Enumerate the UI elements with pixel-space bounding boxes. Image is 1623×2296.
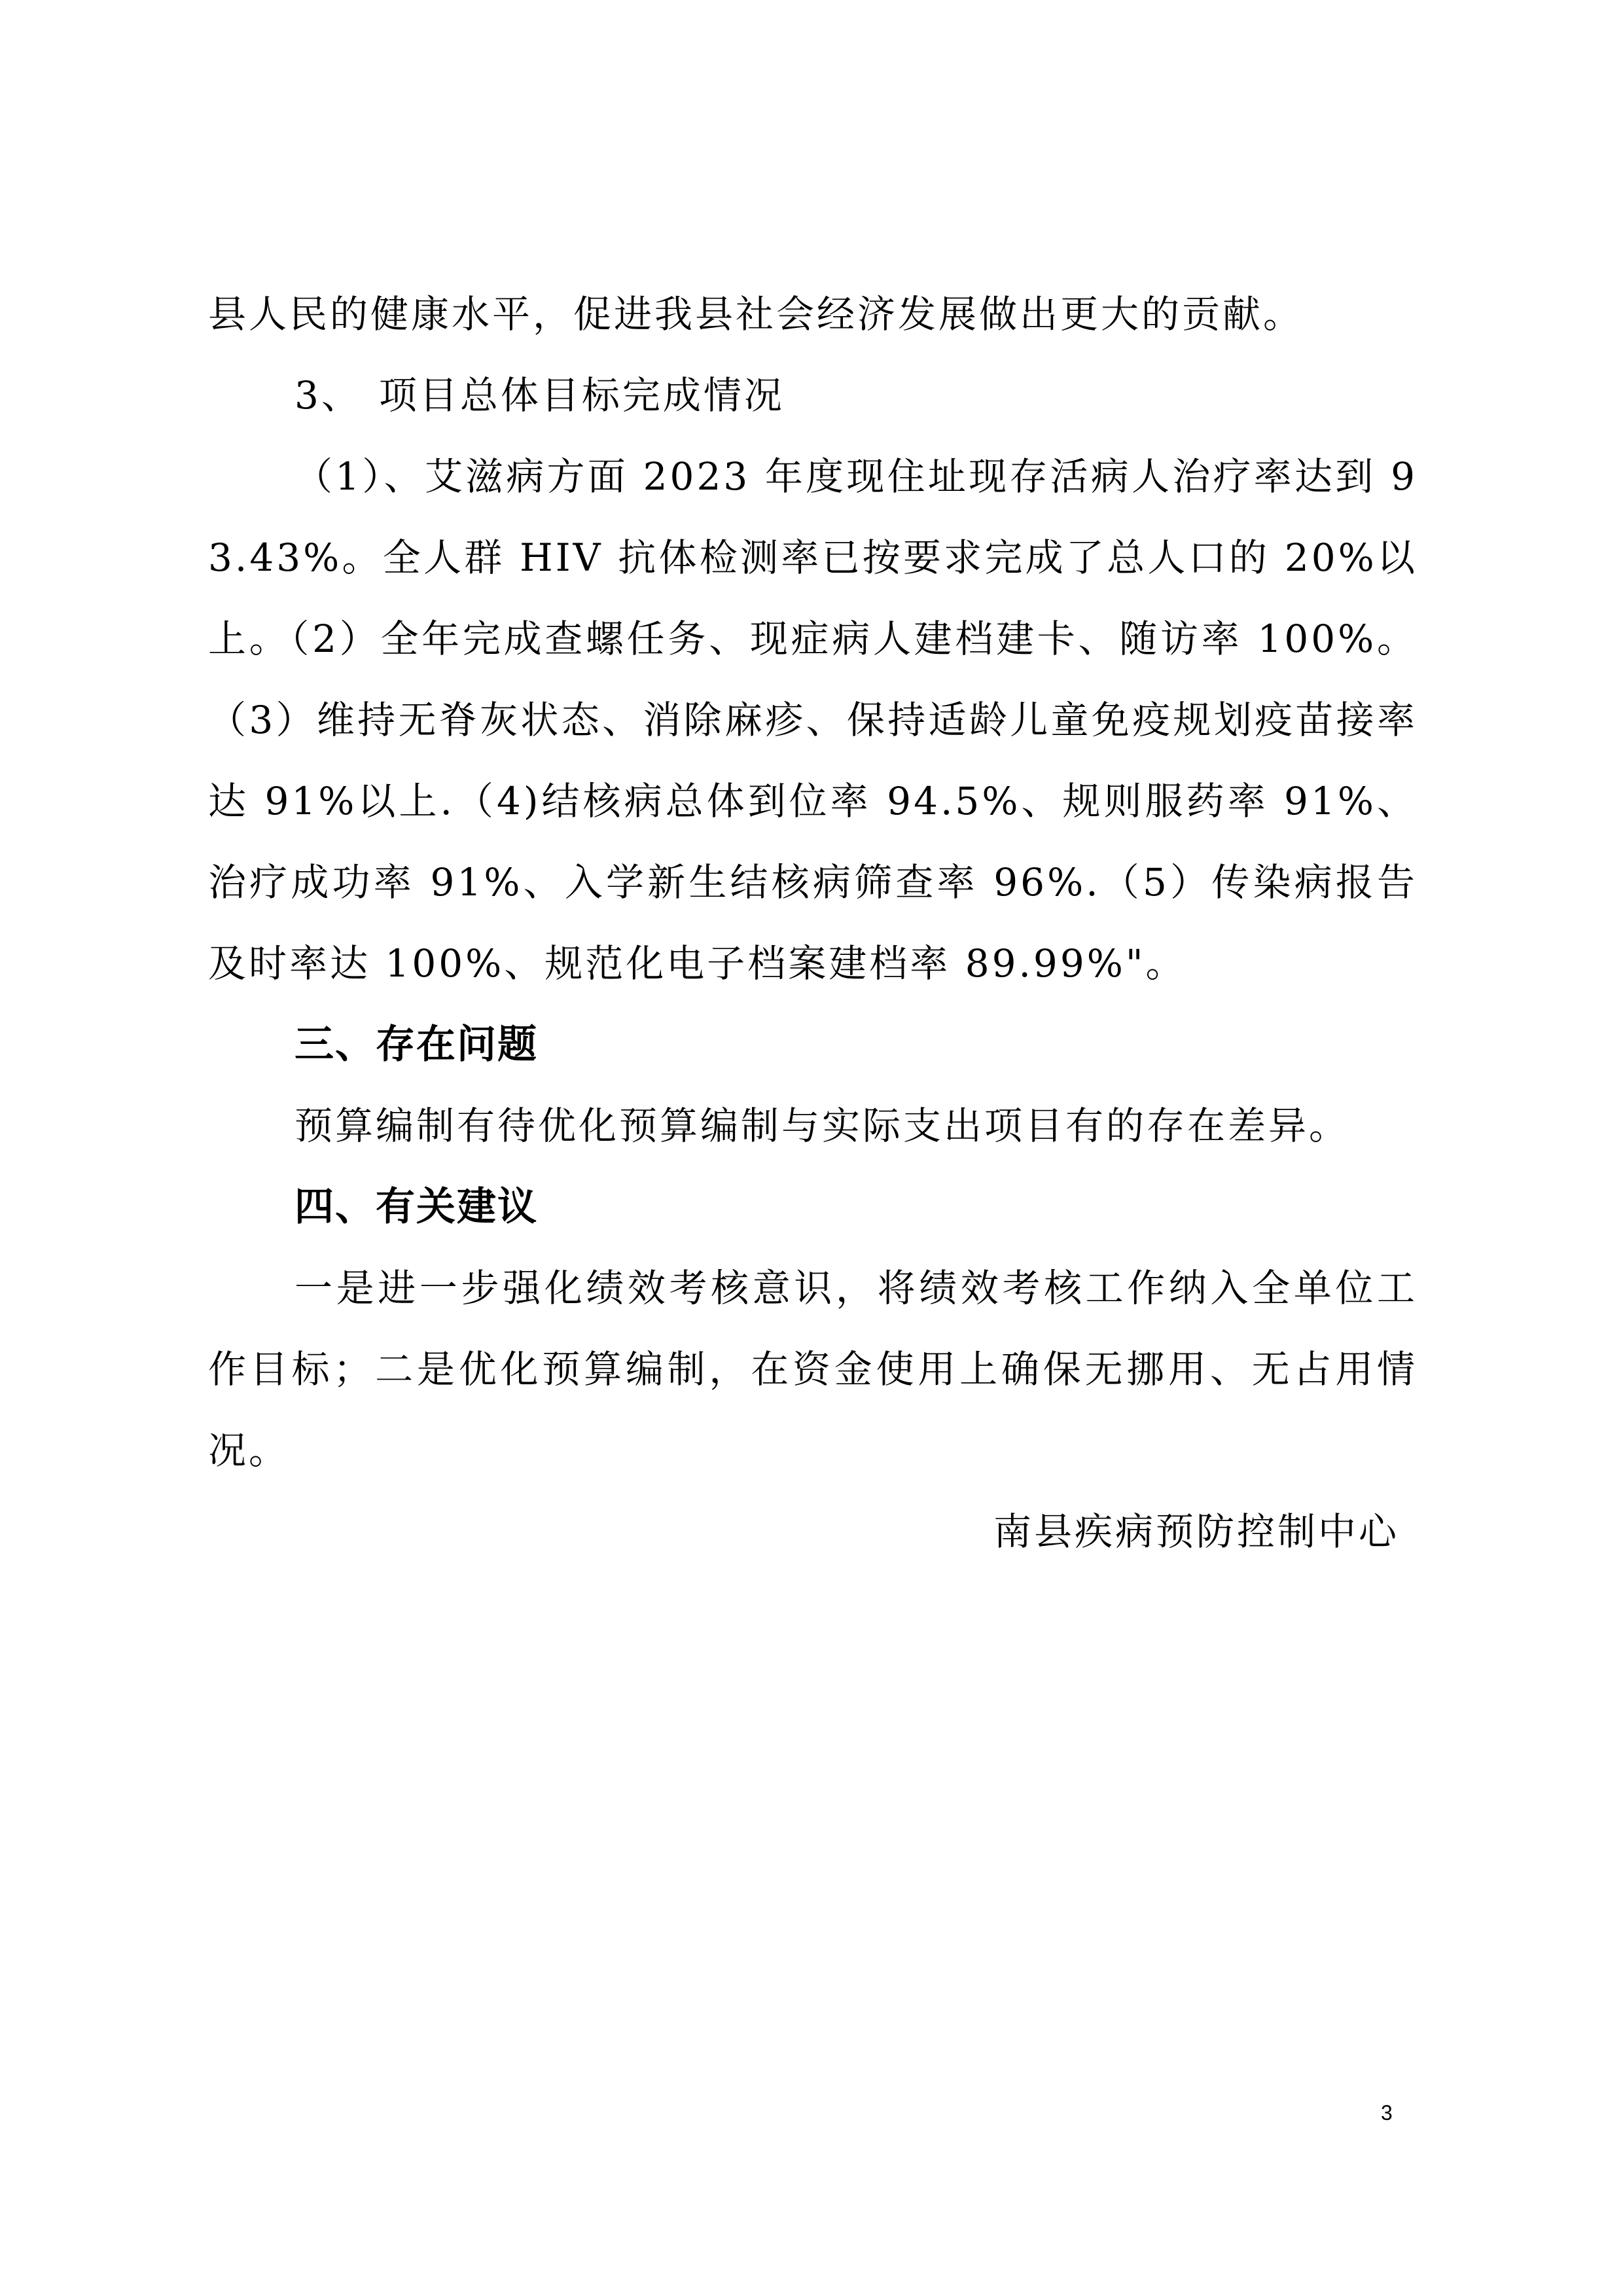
item-3-body: （1）、艾滋病方面 2023 年度现住址现存活病人治疗率达到 93.43%。全人群 HIV 抗体检测率已按要求完成了总人口的 20%以上。（2）全年完成查螺任务、现症病人建档建卡、随访率 100%。（3）维持无脊灰状态、消除麻疹、保持适龄儿童免疫规划疫苗接率达 91%以上.（4)结核病总体到位率 94.5%、规则服药率 91%、治疗成功率 91%、入学新生结核病筛查率 96%.（5）传染病报告及时率达 100%、规范化电子档案建档率 89.99%"。 — [208, 454, 1418, 986]
item-3-title — [208, 355, 1418, 436]
section-4-heading: 四、有关建议 — [294, 1184, 538, 1230]
page-number: 3 — [1381, 2101, 1393, 2125]
section-4-body: 一是进一步强化绩效考核意识，将绩效考核工作纳入全单位工作目标；二是优化预算编制，在资金使用上确保无挪用、无占用情况。 — [208, 1266, 1418, 1473]
continuation-paragraph: 县人民的健康水平，促进我县社会经济发展做出更大的贡献。 — [208, 292, 1304, 336]
item-3-number: 3、 — [294, 373, 362, 418]
signature: 南县疾病预防控制中心 — [993, 1509, 1399, 1554]
document-body — [208, 274, 1418, 1572]
item-3-title-text: 项目总体目标完成情况 — [378, 373, 785, 418]
section-3-heading: 三、存在问题 — [294, 1022, 538, 1067]
section-3-body: 预算编制有待优化预算编制与实际支出项目有的存在差异。 — [294, 1103, 1350, 1148]
